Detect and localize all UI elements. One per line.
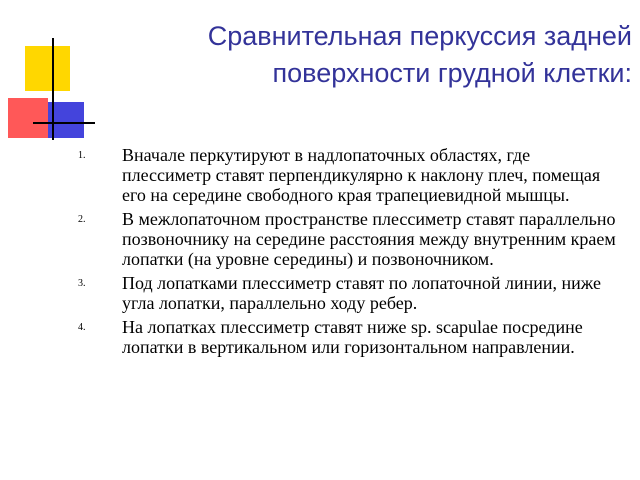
slide-title bbox=[120, 18, 632, 92]
list-item-number: 3. bbox=[78, 278, 86, 289]
list-item bbox=[70, 317, 620, 357]
yellow-square bbox=[25, 46, 70, 91]
list-item-text: Вначале перкутируют в надлопаточных областях, где плессиметр ставят перпендикулярно к наклону плеч, помещая его на середине свободного края трапециевидной мышцы. bbox=[122, 145, 601, 205]
horizontal-line bbox=[33, 122, 95, 124]
title-line-2: поверхности грудной клетки: bbox=[272, 58, 632, 88]
red-square bbox=[8, 98, 48, 138]
numbered-list bbox=[70, 145, 620, 361]
list-item-text: В межлопаточном пространстве плессиметр ставят параллельно позвоночнику на середине расстояния между внутренним краем лопатки (на уровне середины) и позвоночником. bbox=[122, 209, 616, 269]
decorative-squares-logo bbox=[0, 0, 100, 140]
list-item-number: 4. bbox=[78, 322, 86, 333]
list-item-number: 1. bbox=[78, 150, 86, 161]
list-item-number: 2. bbox=[78, 214, 86, 225]
title-line-1: Сравнительная перкуссия задней bbox=[207, 21, 632, 51]
list-item bbox=[70, 209, 620, 269]
list-item-text: На лопатках плессиметр ставят ниже sp. scapulae посредине лопатки в вертикальном или горизонтальном направлении. bbox=[122, 317, 583, 357]
list-item bbox=[70, 273, 620, 313]
vertical-line bbox=[52, 38, 54, 140]
list-item bbox=[70, 145, 620, 205]
list-item-text: Под лопатками плессиметр ставят по лопаточной линии, ниже угла лопатки, параллельно ходу ребер. bbox=[122, 273, 601, 313]
